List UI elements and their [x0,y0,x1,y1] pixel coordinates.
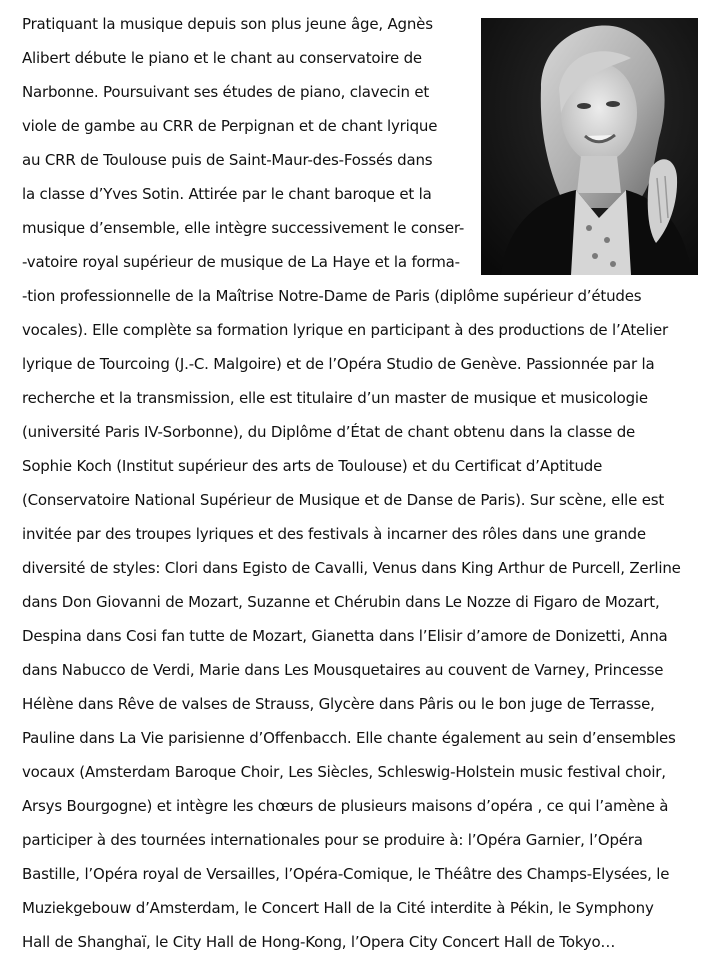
text-line-15: (Conservatoire National Supérieur de Musique et de Danse de Paris). Sur scène, elle est [22,491,665,509]
text-line-19: Despina dans Cosi fan tutte de Mozart, Gianetta dans l’Elisir d’amore de Donizetti, Anna [22,627,668,645]
text-line-28: Hall de Shanghaï, le City Hall de Hong-Kong, l’Opera City Concert Hall de Tokyo… [22,933,616,951]
text-line-6: la classe d’Yves Sotin. Attirée par le chant baroque et la [22,185,432,203]
text-line-3: Narbonne. Poursuivant ses études de piano, clavecin et [22,83,430,101]
text-line-23: vocaux (Amsterdam Baroque Choir, Les Siècles, Schleswig-Holstein music festival choir, [22,763,666,781]
text-line-4: viole de gambe au CRR de Perpignan et de chant lyrique [22,117,438,135]
text-line-18: dans Don Giovanni de Mozart, Suzanne et Chérubin dans Le Nozze di Figaro de Mozart, [22,593,660,611]
text-line-2: Alibert débute le piano et le chant au conservatoire de [22,49,422,67]
text-line-11: lyrique de Tourcoing (J.-C. Malgoire) et de l’Opéra Studio de Genève. Passionnée par la [22,355,655,373]
text-line-26: Bastille, l’Opéra royal de Versailles, l’Opéra-Comique, le Théâtre des Champs-Elysées, le [22,865,670,883]
text-line-17: diversité de styles: Clori dans Egisto de Cavalli, Venus dans King Arthur de Purcell, Zerline [22,559,681,577]
text-line-12: recherche et la transmission, elle est titulaire d’un master de musique et musicologie [22,389,648,407]
text-line-1: Pratiquant la musique depuis son plus jeune âge, Agnès [22,15,433,33]
text-line-24: Arsys Bourgogne) et intègre les chœurs de plusieurs maisons d’opéra , ce qui l’amène à [22,797,669,815]
text-line-14: Sophie Koch (Institut supérieur des arts de Toulouse) et du Certificat d’Aptitude [22,457,603,475]
text-line-10: vocales). Elle complète sa formation lyrique en participant à des productions de l’Atelier [22,321,669,339]
portrait-photo [481,18,698,275]
text-line-7: musique d’ensemble, elle intègre successivement le conser- [22,219,465,237]
text-line-22: Pauline dans La Vie parisienne d’Offenbacch. Elle chante également au sein d’ensembles [22,729,676,747]
text-line-20: dans Nabucco de Verdi, Marie dans Les Mousquetaires au couvent de Varney, Princesse [22,661,664,679]
text-line-27: Muziekgebouw d’Amsterdam, le Concert Hall de la Cité interdite à Pékin, le Symphony [22,899,654,917]
text-line-13: (université Paris IV-Sorbonne), du Diplôme d’État de chant obtenu dans la classe de [22,423,636,441]
text-line-8: -vatoire royal supérieur de musique de La Haye et la forma- [22,253,460,271]
text-line-25: participer à des tournées internationales pour se produire à: l’Opéra Garnier, l’Opéra [22,831,643,849]
text-line-9: -tion professionnelle de la Maîtrise Notre-Dame de Paris (diplôme supérieur d’études [22,287,642,305]
text-line-5: au CRR de Toulouse puis de Saint-Maur-des-Fossés dans [22,151,433,169]
text-line-16: invitée par des troupes lyriques et des festivals à incarner des rôles dans une grande [22,525,646,543]
text-line-21: Hélène dans Rêve de valses de Strauss, Glycère dans Pâris ou le bon juge de Terrasse, [22,695,655,713]
